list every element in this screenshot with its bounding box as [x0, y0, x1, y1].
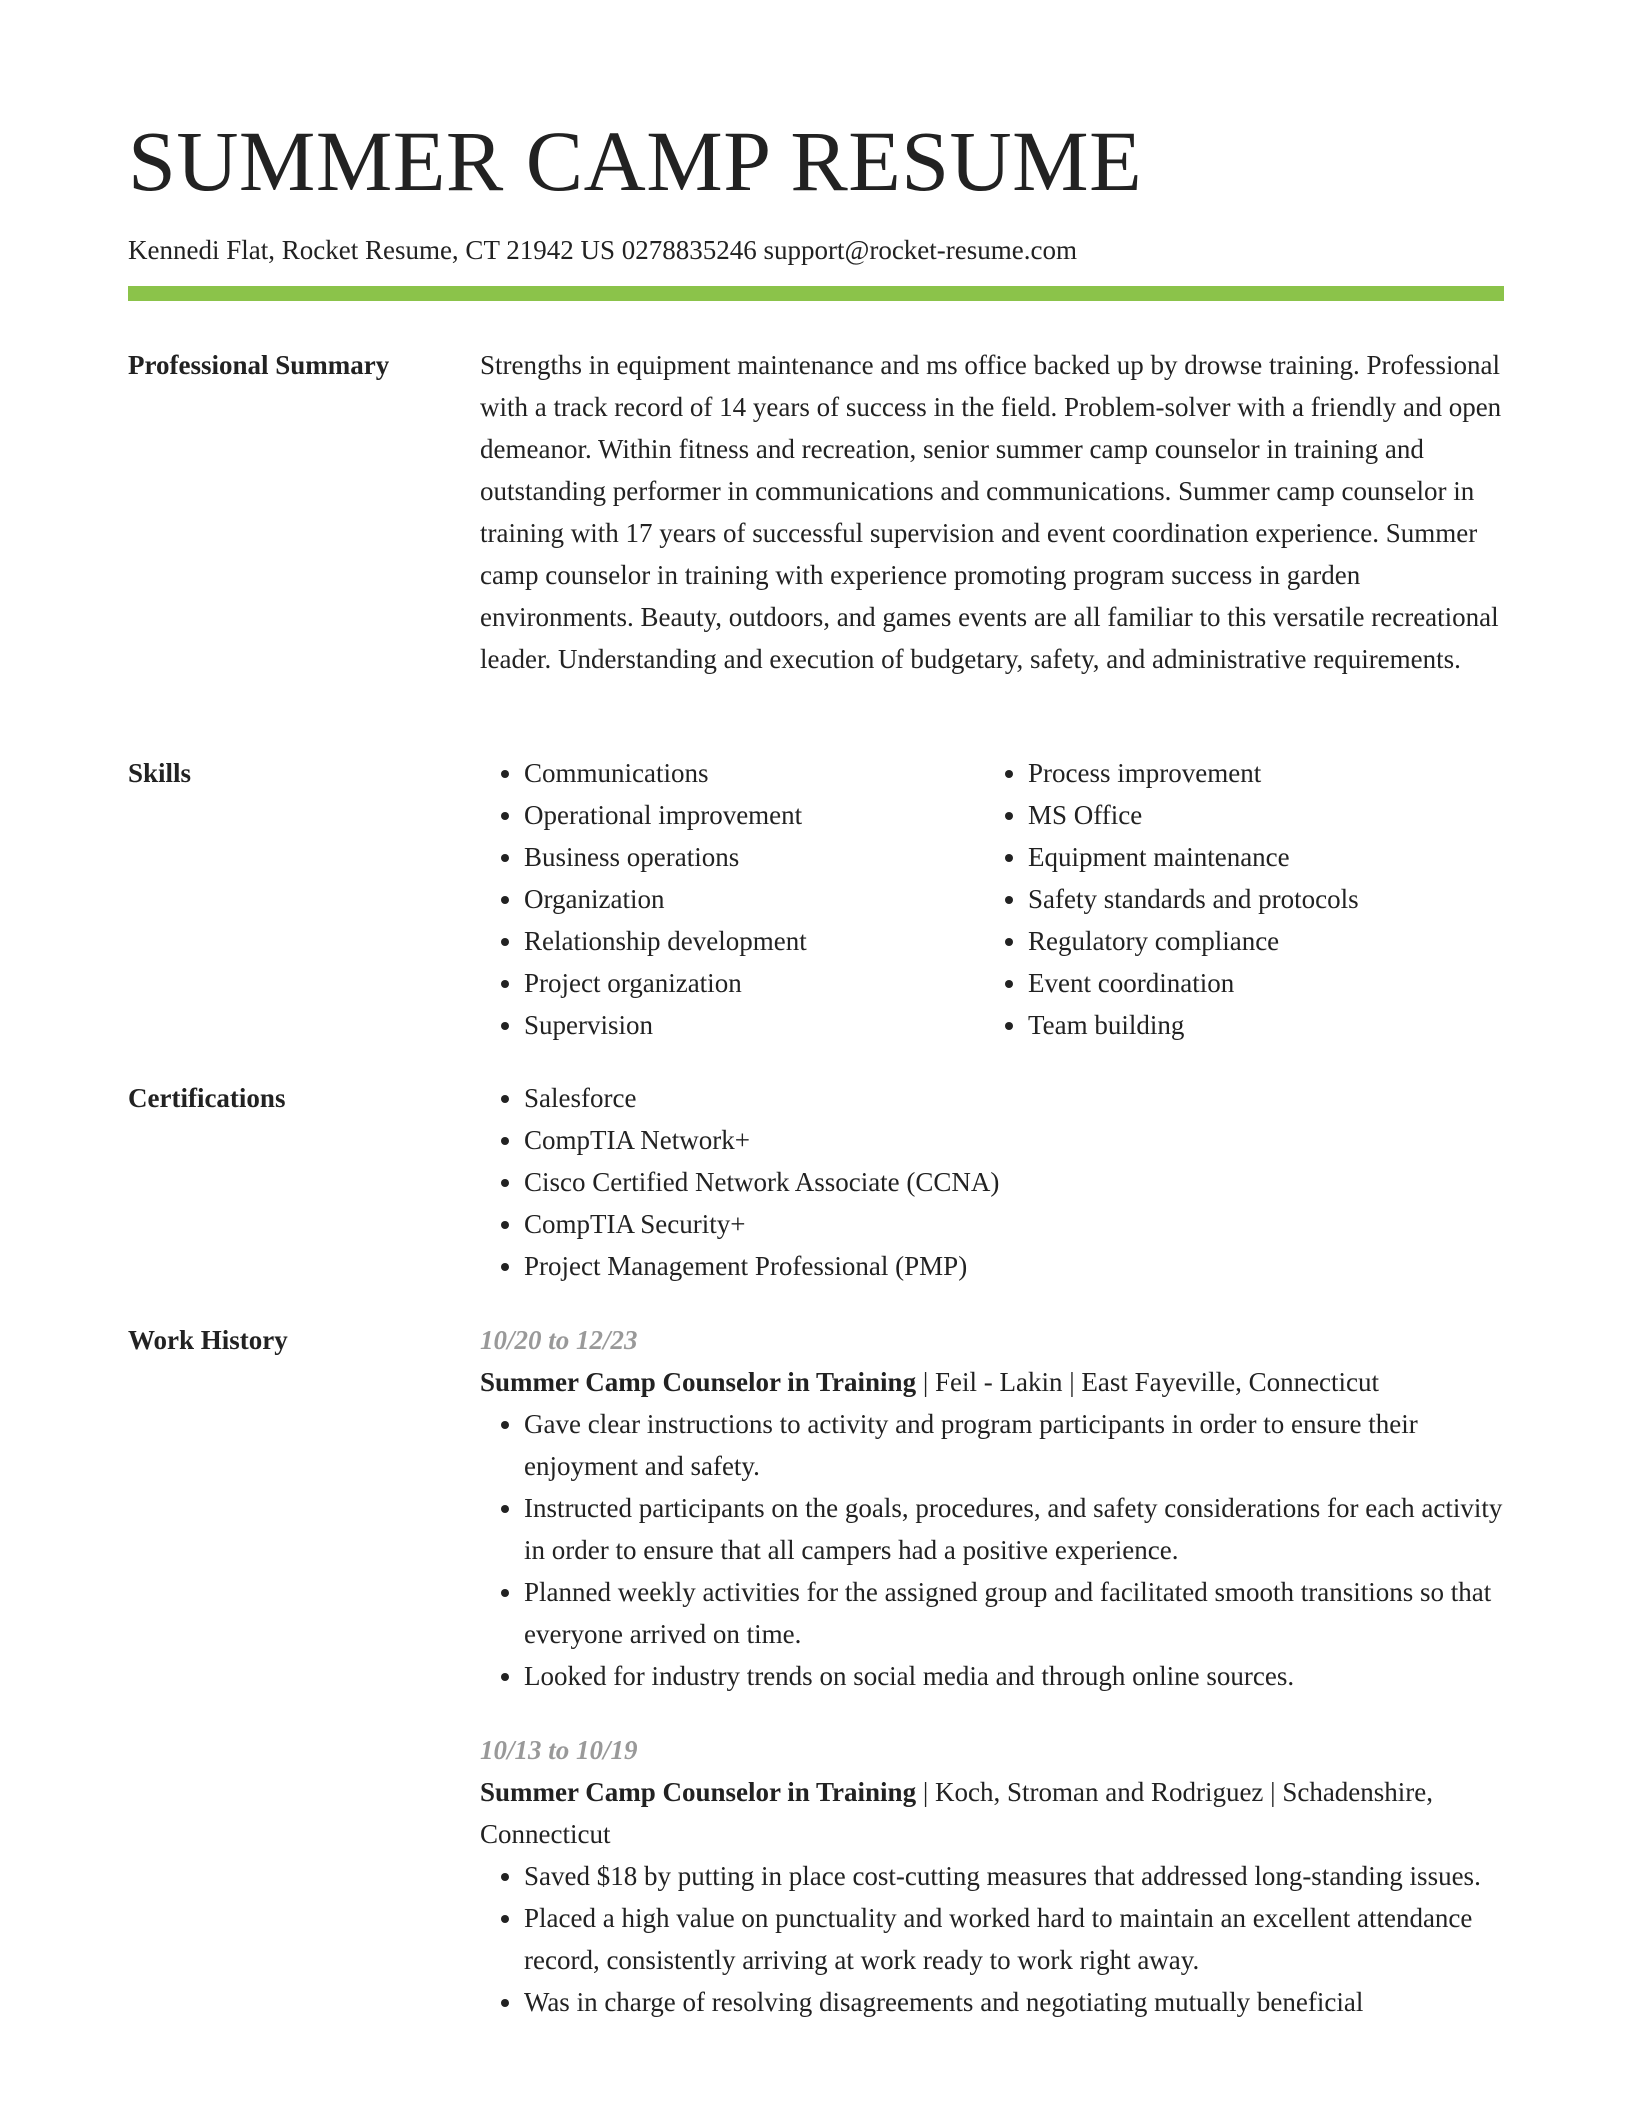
- job-dates: 10/20 to 12/23: [480, 1325, 638, 1355]
- job-entry: [480, 1729, 1504, 2023]
- job-employer-location: | Feil - Lakin | East Fayeville, Connecticut: [916, 1367, 1380, 1397]
- job-responsibilities: [480, 1403, 1504, 1697]
- job-employer-location: | Koch, Stroman and Rodriguez | Schadenshire, Connecticut: [480, 1777, 1434, 1849]
- job-responsibilities: [480, 1855, 1504, 2023]
- skill-item: • Safety standards and protocols: [1028, 878, 1488, 920]
- skill-item: • Relationship development: [524, 920, 984, 962]
- job-entry: [480, 1319, 1504, 1697]
- skill-item: • Event coordination: [1028, 962, 1488, 1004]
- accent-divider: [128, 286, 1504, 301]
- job-bullet: • Saved $18 by putting in place cost-cutting measures that addressed long-standing issues.: [524, 1855, 1504, 1897]
- job-title: Summer Camp Counselor in Training: [480, 1367, 917, 1397]
- summary-text: Strengths in equipment maintenance and ms office backed up by drowse training. Professional with a track record of 14 years of success in the field. Problem-solver with a friendly and open demeanor. Within fitness and recreation, senior summer camp counselor in training and outstanding performer in communications and communications. Summer camp counselor in training with 17 years of successful supervision and event coordination experience. Summer camp counselor in training with experience promoting program success in garden environments. Beauty, outdoors, and games events are all familiar to this versatile recreational leader. Understanding and execution of budgetary, safety, and administrative requirements.: [480, 350, 1502, 674]
- job-title: Summer Camp Counselor in Training: [480, 1777, 917, 1807]
- resume-title: SUMMER CAMP RESUME: [128, 113, 1143, 209]
- job-dates: 10/13 to 10/19: [480, 1735, 638, 1765]
- skills-list-right: [984, 752, 1488, 1046]
- certification-item: • CompTIA Network+: [524, 1119, 1504, 1161]
- contact-line: Kennedi Flat, Rocket Resume, CT 21942 US 0278835246 support@rocket-resume.com: [128, 235, 1077, 265]
- skill-item: • Communications: [524, 752, 984, 794]
- job-bullet: • Was in charge of resolving disagreements and negotiating mutually beneficial: [524, 1981, 1504, 2023]
- certifications-heading: Certifications: [128, 1083, 286, 1113]
- summary-heading: Professional Summary: [128, 350, 390, 380]
- certification-item: • Salesforce: [524, 1077, 1504, 1119]
- skills-heading: Skills: [128, 758, 192, 788]
- skill-item: • Team building: [1028, 1004, 1488, 1046]
- job-bullet: • Planned weekly activities for the assigned group and facilitated smooth transitions so that everyone arrived on time.: [524, 1571, 1504, 1655]
- skill-item: • MS Office: [1028, 794, 1488, 836]
- skill-item: • Equipment maintenance: [1028, 836, 1488, 878]
- skills-list-left: [480, 752, 984, 1046]
- job-heading: [480, 1771, 1504, 1855]
- job-bullet: • Placed a high value on punctuality and worked hard to maintain an excellent attendance record, consistently arriving at work ready to work right away.: [524, 1897, 1504, 1981]
- skill-item: • Supervision: [524, 1004, 984, 1046]
- work-history-heading: Work History: [128, 1325, 288, 1355]
- job-heading: [480, 1361, 1504, 1403]
- skill-item: • Regulatory compliance: [1028, 920, 1488, 962]
- job-bullet: • Gave clear instructions to activity and program participants in order to ensure their enjoyment and safety.: [524, 1403, 1504, 1487]
- certification-item: • Project Management Professional (PMP): [524, 1245, 1504, 1287]
- job-bullet: • Instructed participants on the goals, procedures, and safety considerations for each activity in order to ensure that all campers had a positive experience.: [524, 1487, 1504, 1571]
- certifications-list: [480, 1077, 1504, 1287]
- skill-item: • Operational improvement: [524, 794, 984, 836]
- certification-item: • Cisco Certified Network Associate (CCNA): [524, 1161, 1504, 1203]
- job-bullet: • Looked for industry trends on social media and through online sources.: [524, 1655, 1504, 1697]
- skill-item: • Business operations: [524, 836, 984, 878]
- certification-item: • CompTIA Security+: [524, 1203, 1504, 1245]
- skill-item: • Project organization: [524, 962, 984, 1004]
- skill-item: • Organization: [524, 878, 984, 920]
- skill-item: • Process improvement: [1028, 752, 1488, 794]
